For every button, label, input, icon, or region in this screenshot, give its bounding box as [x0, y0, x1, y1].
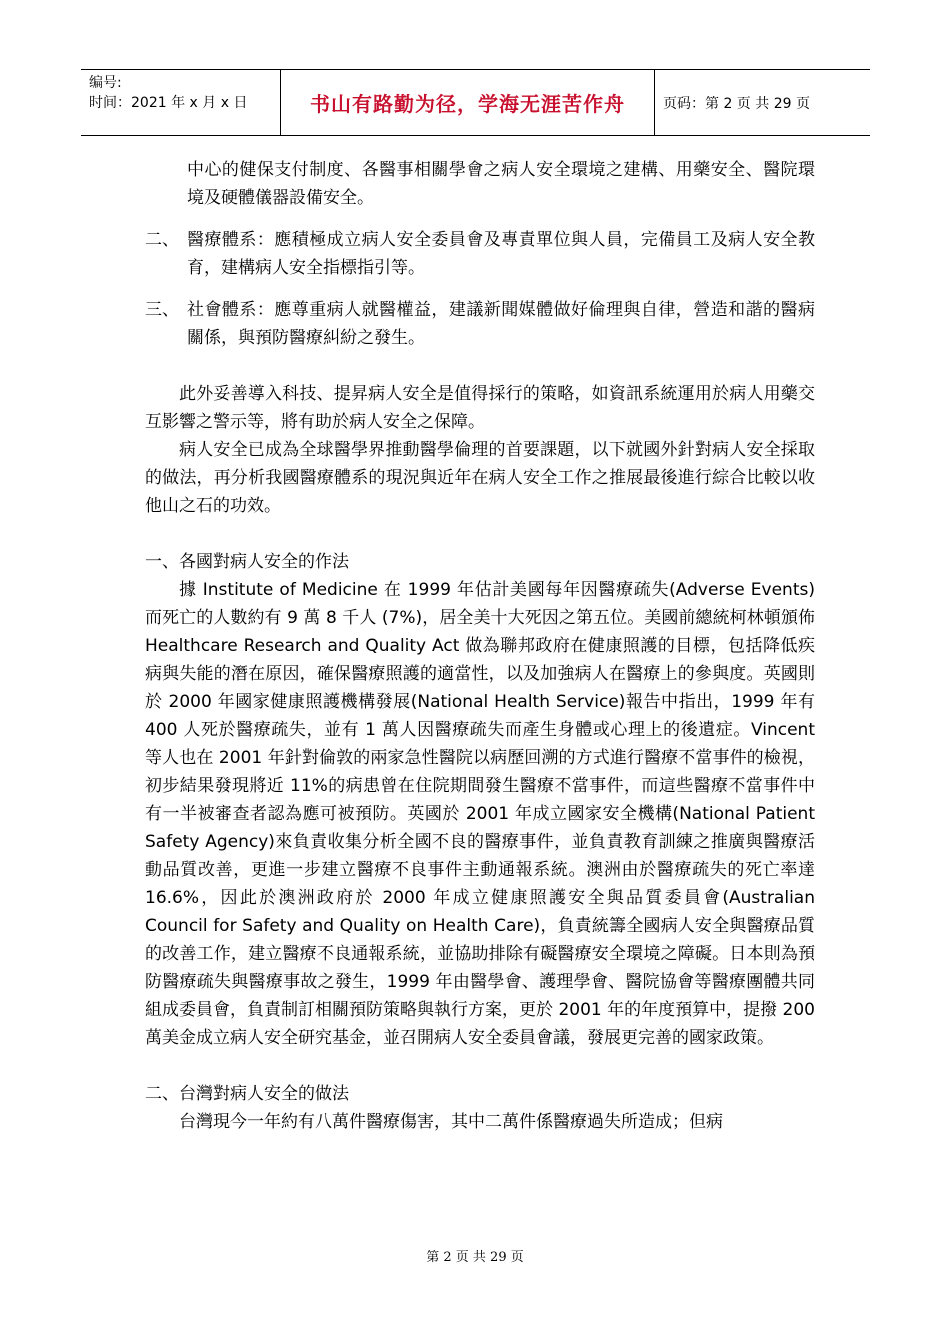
- list-item-number: 二、: [145, 230, 179, 250]
- page-footer: 第 2 页 共 29 页: [426, 1250, 524, 1265]
- list-item-number: 三、: [145, 300, 179, 320]
- paragraph-overview: 病人安全已成為全球醫學界推動醫學倫理的首要課題，以下就國外針對病人安全採取的做法，再分析我國醫療體系的現況與近年在病人安全工作之推展最後進行綜合比較以收他山之石的功效。: [145, 440, 815, 516]
- list-item: [145, 296, 815, 352]
- section-title: 二、台灣對病人安全的做法: [145, 1084, 349, 1104]
- section-title: 一、各國對病人安全的作法: [145, 552, 349, 572]
- intro-continuation: 中心的健保支付制度、各醫事相關學會之病人安全環境之建構、用藥安全、醫院環境及硬體儀器設備安全。: [187, 160, 815, 208]
- document-body: [145, 156, 815, 1136]
- list-item-text: 醫療體系：應積極成立病人安全委員會及專責單位與人員，完備員工及病人安全教育，建構病人安全指標指引等。: [187, 230, 815, 278]
- list-item: [145, 226, 815, 282]
- header-page-label: 页码：第 2 页 共 29 页: [663, 95, 810, 112]
- paragraph-technology: 此外妥善導入科技、提昇病人安全是值得採行的策略，如資訊系統運用於病人用藥交互影響之警示等，將有助於病人安全之保障。: [145, 384, 815, 432]
- section-paragraph: 據 Institute of Medicine 在 1999 年估計美國每年因醫療疏失(Adverse Events)而死亡的人數約有 9 萬 8 千人 (7%)，居全美十大死因之第五位。美國前總統柯林頓頒佈 Healthcare Research and Quality Act 做為聯邦政府在健康照護的目標，包括降低疾病與失能的潛在原因，確保醫療照護的適當性，以及加強病人在醫療上的參與度。英國則於 2000 年國家健康照護機構發展(National Health Service)報告中指出，1999 年有 400 人死於醫療疏失，並有 1 萬人因醫療疏失而產生身體或心理上的後遺症。Vincent 等人也在 2001 年針對倫敦的兩家急性醫院以病歷回溯的方式進行醫療不當事件的檢視，初步結果發現將近 11%的病患曾在住院期間發生醫療不當事件，而這些醫療不當事件中有一半被審查者認為應可被預防。英國於 2001 年成立國家安全機構(National Patient Safety Agency)來負責收集分析全國不良的醫療事件，並負責教育訓練之推廣與醫療活動品質改善，更進一步建立醫療不良事件主動通報系統。澳洲由於醫療疏失的死亡率達 16.6%，因此於澳洲政府於 2000 年成立健康照護安全與品質委員會(Australian Council for Safety and Quality on Health Care)，負責統籌全國病人安全與醫療品質的改善工作，建立醫療不良通報系統，並協助排除有礙醫療安全環境之障礙。日本則為預防醫療疏失與醫療事故之發生，1999 年由醫學會、護理學會、醫院協會等醫療團體共同組成委員會，負責制訂相關預防策略與執行方案，更於 2001 年的年度預算中，提撥 200 萬美金成立病人安全研究基金，並召開病人安全委員會議，發展更完善的國家政策。: [145, 580, 815, 1048]
- section-paragraph: 台灣現今一年約有八萬件醫療傷害，其中二萬件係醫療過失所造成；但病: [179, 1112, 723, 1132]
- document-date-label: 时间：2021 年 x 月 x 日: [89, 95, 248, 111]
- list-item-text: 社會體系：應尊重病人就醫權益，建議新聞媒體做好倫理與自律，營造和諧的醫病關係，與預防醫療糾紛之發生。: [187, 300, 815, 348]
- header-motto: 书山有路勤为径，学海无涯苦作舟: [281, 70, 655, 135]
- page-header: [81, 69, 870, 136]
- header-info: [81, 70, 281, 135]
- document-number-label: 编号:: [89, 75, 122, 91]
